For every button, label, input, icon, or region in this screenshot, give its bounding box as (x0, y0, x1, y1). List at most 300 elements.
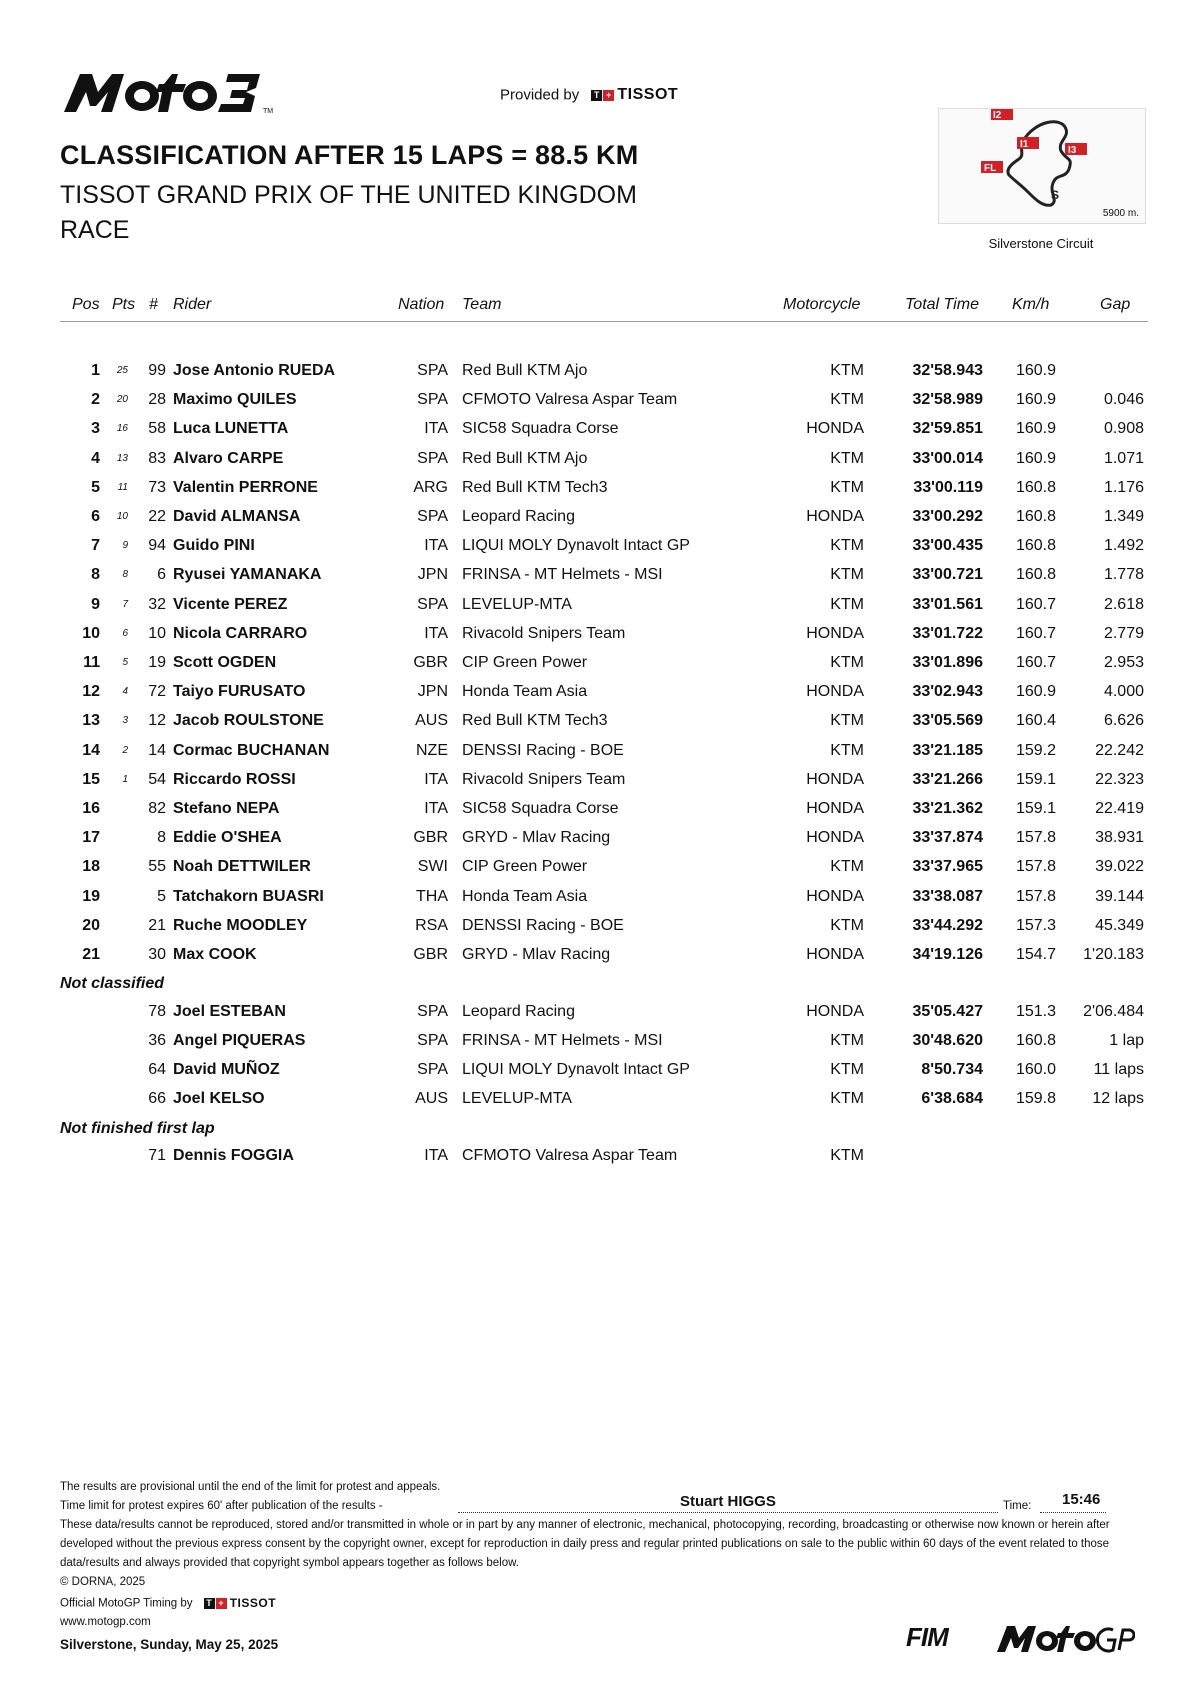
cell-team: LIQUI MOLY Dynavolt Intact GP (462, 537, 690, 554)
cell-team: Rivacold Snipers Team (462, 771, 626, 788)
cell-rider-name: Ryusei YAMANAKA (173, 566, 322, 583)
start-icon: S (1051, 188, 1060, 202)
cell-rider-name: Jacob ROULSTONE (173, 712, 324, 729)
cell-bike-number: 36 (148, 1032, 166, 1049)
cell-gap: 39.022 (1095, 858, 1144, 875)
col-pts: Pts (112, 296, 136, 313)
cell-bike-number: 83 (148, 450, 166, 467)
classification-title: CLASSIFICATION AFTER 15 LAPS = 88.5 KM (60, 140, 639, 170)
cell-points: 10 (116, 511, 128, 522)
cell-motorcycle: KTM (830, 712, 864, 729)
table-row (0, 1032, 1199, 1060)
cell-motorcycle: HONDA (806, 946, 864, 963)
cell-rider-name: David MUÑOZ (173, 1061, 280, 1078)
cell-bike-number: 99 (148, 362, 166, 379)
cell-motorcycle: KTM (830, 479, 864, 496)
cell-nation: SPA (417, 596, 448, 613)
cell-motorcycle: HONDA (806, 888, 864, 905)
cell-motorcycle: HONDA (806, 508, 864, 525)
cell-speed: 160.9 (1015, 683, 1056, 700)
cell-nation: RSA (415, 917, 448, 934)
col-rider: Rider (173, 296, 212, 313)
cell-total-time: 33'01.722 (912, 625, 983, 642)
cell-team: CIP Green Power (462, 858, 588, 875)
cell-rider-name: Eddie O'SHEA (173, 829, 282, 846)
cell-nation: GBR (413, 829, 448, 846)
cell-position: 20 (82, 917, 100, 934)
provided-by: Provided by T + TISSOT (500, 86, 679, 104)
cell-position: 8 (91, 566, 100, 583)
cell-points: 25 (116, 365, 128, 376)
cell-gap: 1'20.183 (1083, 946, 1144, 963)
table-row (0, 1003, 1199, 1031)
provisional-note: The results are provisional until the end of the limit for protest and appeals. (60, 1481, 441, 1493)
cell-points: 20 (116, 394, 128, 405)
cell-bike-number: 10 (148, 625, 166, 642)
cell-motorcycle: KTM (830, 362, 864, 379)
cell-speed: 160.8 (1015, 479, 1056, 496)
table-row (0, 596, 1199, 624)
col-pos: Pos (72, 296, 100, 313)
cell-gap: 12 laps (1092, 1090, 1144, 1107)
svg-text:I1: I1 (1020, 139, 1029, 150)
cell-total-time: 33'37.965 (912, 858, 983, 875)
table-row (0, 742, 1199, 770)
cell-rider-name: Maximo QUILES (173, 391, 297, 408)
publication-time: 15:46 (1062, 1491, 1101, 1508)
cell-position: 1 (91, 362, 100, 379)
cell-gap: 1 lap (1109, 1032, 1144, 1049)
cell-gap: 2.953 (1103, 654, 1144, 671)
cell-bike-number: 14 (148, 742, 166, 759)
cell-bike-number: 5 (157, 888, 166, 905)
cell-gap: 1.071 (1103, 450, 1144, 467)
table-row (0, 1147, 1199, 1175)
cell-position: 4 (91, 450, 100, 467)
cell-speed: 160.8 (1015, 508, 1056, 525)
col-nation: Nation (398, 296, 445, 313)
cell-total-time: 33'01.561 (912, 596, 983, 613)
cell-bike-number: 64 (148, 1061, 166, 1078)
cell-speed: 160.8 (1015, 537, 1056, 554)
cell-bike-number: 78 (148, 1003, 166, 1020)
cell-motorcycle: KTM (830, 1061, 864, 1078)
fim-logo: FIM (906, 1622, 948, 1652)
cell-bike-number: 6 (157, 566, 166, 583)
table-row (0, 508, 1199, 536)
cell-gap: 1.492 (1103, 537, 1144, 554)
cell-position: 6 (91, 508, 100, 525)
session-title: RACE (60, 216, 130, 244)
cell-total-time: 33'38.087 (912, 888, 983, 905)
cell-motorcycle: KTM (830, 917, 864, 934)
cell-team: DENSSI Racing - BOE (462, 742, 624, 759)
cell-total-time: 33'21.362 (912, 800, 983, 817)
cell-team: GRYD - Mlav Racing (462, 946, 611, 963)
table-row (0, 917, 1199, 945)
cell-bike-number: 73 (148, 479, 166, 496)
cell-points: 7 (122, 599, 128, 610)
cell-motorcycle: KTM (830, 1147, 864, 1164)
cell-nation: ITA (424, 537, 448, 554)
copyright-text: These data/results cannot be reproduced, stored and/or transmitted in whole or in part by any manner of electronic, mechanical, photocopying, recording, broadcasting or otherwise now known or herein after developed without the previous express consent by the copyright owner, except for reproduction in daily press and regular printed publications on sale to the public within 60 days of the event related to those data/results and always provided that copyright symbol appears together as follows below. (60, 1519, 1110, 1569)
cell-total-time: 32'58.989 (912, 391, 983, 408)
cell-team: GRYD - Mlav Racing (462, 829, 611, 846)
cell-points: 3 (122, 715, 128, 726)
cell-rider-name: Stefano NEPA (173, 800, 280, 817)
cell-bike-number: 71 (148, 1147, 166, 1164)
cell-speed: 157.3 (1015, 917, 1056, 934)
header-divider (60, 321, 1148, 322)
cell-bike-number: 30 (148, 946, 166, 963)
cell-gap: 39.144 (1095, 888, 1144, 905)
table-row (0, 420, 1199, 448)
cell-position: 14 (82, 742, 100, 759)
section-not-finished: Not finished first lap (60, 1120, 215, 1137)
cell-position: 7 (91, 537, 100, 554)
cell-speed: 160.0 (1015, 1061, 1056, 1078)
cell-nation: SPA (417, 508, 448, 525)
cell-speed: 160.7 (1015, 654, 1056, 671)
cell-rider-name: Max COOK (173, 946, 257, 963)
svg-text:FL: FL (984, 163, 997, 174)
table-row (0, 800, 1199, 828)
cell-rider-name: Ruche MOODLEY (173, 917, 308, 934)
cell-team: Rivacold Snipers Team (462, 625, 626, 642)
cell-motorcycle: HONDA (806, 1003, 864, 1020)
table-row (0, 566, 1199, 594)
cell-position: 11 (83, 654, 100, 671)
table-row (0, 888, 1199, 916)
cell-nation: ITA (424, 420, 448, 437)
cell-motorcycle: KTM (830, 654, 864, 671)
cell-position: 13 (82, 712, 100, 729)
cell-team: DENSSI Racing - BOE (462, 917, 624, 934)
cell-nation: JPN (417, 683, 448, 700)
cell-motorcycle: HONDA (806, 771, 864, 788)
cell-motorcycle: HONDA (806, 420, 864, 437)
cell-team: Red Bull KTM Tech3 (462, 712, 608, 729)
cell-position: 5 (91, 479, 100, 496)
cell-nation: ITA (424, 800, 448, 817)
table-row (0, 771, 1199, 799)
cell-rider-name: Taiyo FURUSATO (173, 683, 306, 700)
time-label: Time: (1003, 1500, 1032, 1512)
cell-bike-number: 66 (148, 1090, 166, 1107)
cell-nation: SPA (417, 1032, 448, 1049)
cell-speed: 160.7 (1015, 625, 1056, 642)
cell-bike-number: 82 (148, 800, 166, 817)
cell-team: Honda Team Asia (462, 888, 588, 905)
cell-gap: 2.618 (1103, 596, 1144, 613)
cell-gap: 0.046 (1103, 391, 1144, 408)
cell-points: 4 (122, 686, 128, 697)
cell-rider-name: Nicola CARRARO (173, 625, 308, 642)
cell-nation: NZE (416, 742, 448, 759)
cell-nation: ITA (424, 625, 448, 642)
cell-total-time: 6'38.684 (921, 1090, 983, 1107)
cell-speed: 160.7 (1015, 596, 1056, 613)
cell-gap: 2.779 (1103, 625, 1144, 642)
cell-speed: 160.9 (1015, 362, 1056, 379)
col-total-time: Total Time (905, 296, 979, 313)
cell-speed: 160.8 (1015, 1032, 1056, 1049)
cell-speed: 157.8 (1015, 829, 1056, 846)
cell-team: LEVELUP-MTA (462, 596, 572, 613)
cell-motorcycle: HONDA (806, 800, 864, 817)
table-row (0, 479, 1199, 507)
cell-speed: 160.8 (1015, 566, 1056, 583)
col-motorcycle: Motorcycle (783, 296, 861, 313)
moto3-logo (60, 66, 290, 116)
cell-gap: 0.908 (1103, 420, 1144, 437)
cell-position: 12 (82, 683, 100, 700)
cell-bike-number: 19 (148, 654, 166, 671)
cell-rider-name: Dennis FOGGIA (173, 1147, 294, 1164)
cell-bike-number: 55 (148, 858, 166, 875)
cell-rider-name: Noah DETTWILER (173, 858, 311, 875)
cell-motorcycle: KTM (830, 1090, 864, 1107)
motogp-logo (995, 1622, 1135, 1654)
cell-position: 21 (82, 946, 100, 963)
protest-limit-note: Time limit for protest expires 60' after publication of the results - (60, 1500, 383, 1512)
cell-position: 3 (91, 420, 100, 437)
table-row (0, 683, 1199, 711)
cell-nation: SPA (417, 1061, 448, 1078)
cell-bike-number: 32 (148, 596, 166, 613)
cell-bike-number: 28 (148, 391, 166, 408)
cell-total-time: 33'37.874 (912, 829, 983, 846)
cell-total-time: 33'00.721 (912, 566, 983, 583)
cell-motorcycle: KTM (830, 537, 864, 554)
cell-speed: 157.8 (1015, 888, 1056, 905)
circuit-name: Silverstone Circuit (988, 236, 1094, 251)
cell-total-time: 8'50.734 (921, 1061, 983, 1078)
cell-speed: 154.7 (1015, 946, 1056, 963)
section-not-classified: Not classified (60, 975, 165, 992)
cell-speed: 160.9 (1015, 420, 1056, 437)
cell-team: FRINSA - MT Helmets - MSI (462, 1032, 663, 1049)
cell-motorcycle: KTM (830, 391, 864, 408)
cell-position: 10 (82, 625, 100, 642)
cell-total-time: 33'21.266 (912, 771, 983, 788)
cell-points: 1 (122, 774, 128, 785)
cell-nation: AUS (415, 712, 448, 729)
cell-gap: 1.778 (1103, 566, 1144, 583)
cell-nation: SPA (417, 391, 448, 408)
cell-gap: 4.000 (1103, 683, 1144, 700)
cell-points: 16 (116, 423, 128, 434)
cell-position: 2 (91, 391, 100, 408)
cell-nation: THA (416, 888, 448, 905)
cell-total-time: 33'00.014 (912, 450, 983, 467)
cell-motorcycle: HONDA (806, 625, 864, 642)
cell-gap: 22.419 (1095, 800, 1144, 817)
cell-motorcycle: KTM (830, 858, 864, 875)
cell-total-time: 33'00.292 (912, 508, 983, 525)
cell-gap: 11 laps (1093, 1061, 1144, 1078)
cell-rider-name: Riccardo ROSSI (173, 771, 296, 788)
cell-position: 9 (91, 596, 100, 613)
cell-points: 13 (116, 453, 128, 464)
cell-nation: SWI (417, 858, 448, 875)
table-row (0, 625, 1199, 653)
cell-rider-name: Tatchakorn BUASRI (173, 888, 324, 905)
cell-rider-name: Joel ESTEBAN (173, 1003, 286, 1020)
cell-rider-name: David ALMANSA (173, 508, 301, 525)
table-row (0, 537, 1199, 565)
cell-nation: GBR (413, 654, 448, 671)
cell-team: CFMOTO Valresa Aspar Team (462, 391, 678, 408)
track-outline-icon (939, 109, 1145, 223)
time-line (1040, 1512, 1106, 1513)
cell-nation: ITA (424, 771, 448, 788)
steward-name: Stuart HIGGS (680, 1493, 776, 1510)
cell-rider-name: Angel PIQUERAS (173, 1032, 306, 1049)
cell-motorcycle: HONDA (806, 829, 864, 846)
cell-position: 15 (82, 771, 100, 788)
cell-nation: GBR (413, 946, 448, 963)
cell-gap: 2'06.484 (1083, 1003, 1144, 1020)
cell-bike-number: 22 (148, 508, 166, 525)
cell-points: 8 (122, 569, 128, 580)
cell-points: 9 (122, 540, 128, 551)
tissot-logo: T + TISSOT (591, 86, 678, 104)
table-row (0, 712, 1199, 740)
cell-total-time: 33'01.896 (912, 654, 983, 671)
cell-gap: 38.931 (1095, 829, 1144, 846)
table-row (0, 450, 1199, 478)
cell-motorcycle: KTM (830, 742, 864, 759)
cell-rider-name: Scott OGDEN (173, 654, 277, 671)
cell-team: SIC58 Squadra Corse (462, 420, 619, 437)
cell-nation: ARG (413, 479, 448, 496)
cell-speed: 159.8 (1015, 1090, 1056, 1107)
cell-nation: JPN (417, 566, 448, 583)
cell-points: 5 (122, 657, 128, 668)
table-row (0, 858, 1199, 886)
cell-total-time: 30'48.620 (912, 1032, 983, 1049)
cell-bike-number: 58 (148, 420, 166, 437)
cell-position: 16 (82, 800, 100, 817)
cell-rider-name: Joel KELSO (173, 1090, 265, 1107)
cell-gap: 45.349 (1095, 917, 1144, 934)
cell-position: 18 (82, 858, 100, 875)
track-length: 5900 m. (1102, 208, 1139, 219)
cell-position: 17 (82, 829, 100, 846)
cell-speed: 160.9 (1015, 450, 1056, 467)
cell-team: SIC58 Squadra Corse (462, 800, 619, 817)
cell-total-time: 34'19.126 (912, 946, 983, 963)
cell-motorcycle: KTM (830, 596, 864, 613)
col-num: # (149, 296, 158, 313)
cell-rider-name: Jose Antonio RUEDA (173, 362, 336, 379)
cell-gap: 22.323 (1095, 771, 1144, 788)
cell-speed: 160.4 (1015, 712, 1056, 729)
cell-speed: 151.3 (1015, 1003, 1056, 1020)
col-gap: Gap (1100, 296, 1131, 313)
cell-total-time: 33'05.569 (912, 712, 983, 729)
cell-rider-name: Vicente PEREZ (173, 596, 288, 613)
cell-team: Leopard Racing (462, 1003, 575, 1020)
table-row (0, 829, 1199, 857)
cell-motorcycle: HONDA (806, 683, 864, 700)
cell-team: Red Bull KTM Ajo (462, 450, 588, 467)
cell-team: Red Bull KTM Ajo (462, 362, 588, 379)
cell-points: 2 (122, 745, 128, 756)
cell-gap: 1.349 (1103, 508, 1144, 525)
svg-text:TM: TM (263, 108, 274, 115)
table-row (0, 654, 1199, 682)
website: www.motogp.com (60, 1616, 151, 1628)
cell-rider-name: Cormac BUCHANAN (173, 742, 330, 759)
cell-position: 19 (82, 888, 100, 905)
signature-line (458, 1512, 998, 1513)
cell-rider-name: Valentin PERRONE (173, 479, 318, 496)
cell-nation: SPA (417, 1003, 448, 1020)
cell-total-time: 33'21.185 (912, 742, 983, 759)
cell-bike-number: 94 (148, 537, 166, 554)
col-team: Team (462, 296, 502, 313)
cell-nation: SPA (417, 450, 448, 467)
cell-speed: 160.9 (1015, 391, 1056, 408)
cell-speed: 157.8 (1015, 858, 1056, 875)
dorna-copyright: © DORNA, 2025 (60, 1576, 146, 1588)
cell-points: 11 (117, 482, 128, 493)
tissot-small-logo: T + TISSOT (204, 1594, 276, 1613)
cell-rider-name: Alvaro CARPE (173, 450, 284, 467)
cell-total-time: 33'02.943 (912, 683, 983, 700)
cell-total-time: 33'44.292 (912, 917, 983, 934)
cell-rider-name: Guido PINI (173, 537, 255, 554)
cell-motorcycle: KTM (830, 450, 864, 467)
cell-bike-number: 8 (157, 829, 166, 846)
place-date: Silverstone, Sunday, May 25, 2025 (60, 1637, 279, 1652)
table-row (0, 1061, 1199, 1089)
cell-team: LIQUI MOLY Dynavolt Intact GP (462, 1061, 690, 1078)
cell-bike-number: 54 (148, 771, 166, 788)
timing-by: Official MotoGP Timing by T + TISSOT (60, 1594, 276, 1614)
cell-nation: ITA (424, 1147, 448, 1164)
cell-speed: 159.2 (1015, 742, 1056, 759)
circuit-map (938, 108, 1146, 224)
cell-gap: 6.626 (1103, 712, 1144, 729)
cell-team: CIP Green Power (462, 654, 588, 671)
cell-team: Red Bull KTM Tech3 (462, 479, 608, 496)
cell-team: Honda Team Asia (462, 683, 588, 700)
event-title: TISSOT GRAND PRIX OF THE UNITED KINGDOM (60, 181, 637, 209)
cell-speed: 159.1 (1015, 800, 1056, 817)
cell-team: CFMOTO Valresa Aspar Team (462, 1147, 678, 1164)
cell-points: 6 (122, 628, 128, 639)
svg-text:I2: I2 (993, 110, 1002, 121)
table-row (0, 1090, 1199, 1118)
cell-rider-name: Luca LUNETTA (173, 420, 289, 437)
cell-bike-number: 72 (148, 683, 166, 700)
cell-team: Leopard Racing (462, 508, 575, 525)
cell-speed: 159.1 (1015, 771, 1056, 788)
table-row (0, 946, 1199, 974)
cell-total-time: 33'00.119 (913, 479, 983, 496)
cell-motorcycle: KTM (830, 1032, 864, 1049)
svg-text:I3: I3 (1068, 145, 1077, 156)
cell-gap: 1.176 (1103, 479, 1144, 496)
cell-team: FRINSA - MT Helmets - MSI (462, 566, 663, 583)
cell-team: LEVELUP-MTA (462, 1090, 572, 1107)
col-kmh: Km/h (1012, 296, 1050, 313)
table-row (0, 362, 1199, 390)
cell-bike-number: 12 (148, 712, 166, 729)
